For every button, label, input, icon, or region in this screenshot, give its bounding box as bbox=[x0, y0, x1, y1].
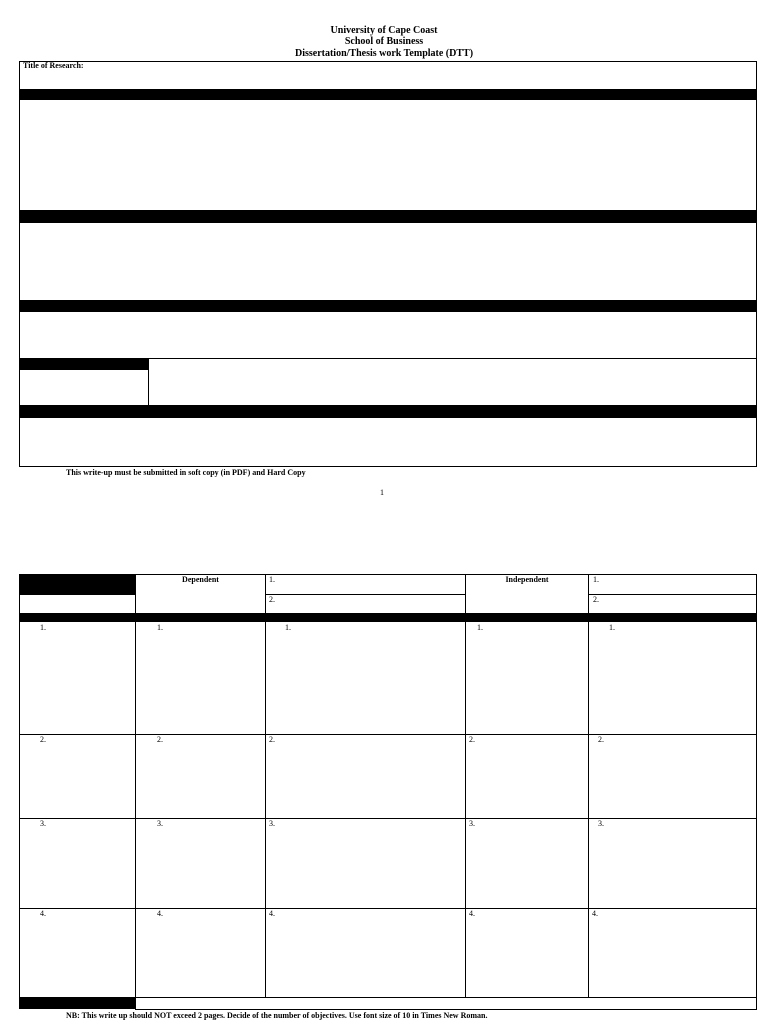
col1-item: 3. bbox=[40, 819, 46, 828]
submission-note: This write-up must be submitted in soft copy (in PDF) and Hard Copy bbox=[66, 468, 306, 477]
variables-header-bar bbox=[19, 574, 136, 594]
page2-table bbox=[19, 574, 757, 998]
section-bar-2 bbox=[19, 210, 757, 223]
col2-item: 4. bbox=[157, 909, 163, 918]
independent-item-2: 2. bbox=[593, 595, 599, 604]
col3-item: 1. bbox=[285, 623, 291, 632]
col5-item: 2. bbox=[598, 735, 604, 744]
bottom-row bbox=[135, 997, 757, 1010]
col5-item: 3. bbox=[598, 819, 604, 828]
table-header-bar bbox=[19, 613, 757, 622]
independent-item-1: 1. bbox=[593, 575, 599, 584]
col-divider-1 bbox=[135, 574, 136, 998]
section-bar-4-label bbox=[19, 358, 149, 370]
row-divider bbox=[19, 594, 136, 595]
col3-item: 4. bbox=[269, 909, 275, 918]
section-bar-1 bbox=[19, 89, 757, 100]
independent-label: Independent bbox=[505, 575, 549, 584]
col2-item: 1. bbox=[157, 623, 163, 632]
page-number: 1 bbox=[380, 488, 384, 497]
col4-item: 3. bbox=[469, 819, 475, 828]
title-of-research-label: Title of Research: bbox=[23, 61, 84, 70]
col5-item: 1. bbox=[609, 623, 615, 632]
independent-divider bbox=[589, 594, 757, 595]
col4-item: 1. bbox=[477, 623, 483, 632]
col2-item: 3. bbox=[157, 819, 163, 828]
col2-item: 2. bbox=[157, 735, 163, 744]
col5-item: 4. bbox=[592, 909, 598, 918]
col-divider-4 bbox=[588, 574, 589, 998]
row-divider-2 bbox=[19, 818, 757, 819]
col-divider-2 bbox=[265, 574, 266, 998]
col1-item: 2. bbox=[40, 735, 46, 744]
section-bar-3 bbox=[19, 300, 757, 312]
dependent-item-2: 2. bbox=[269, 595, 275, 604]
bottom-bar bbox=[19, 997, 136, 1009]
col-divider-3 bbox=[465, 574, 466, 998]
col3-item: 3. bbox=[269, 819, 275, 828]
col4-item: 4. bbox=[469, 909, 475, 918]
nb-note: NB: This write up should NOT exceed 2 pages. Decide of the number of objectives. Use font size of 10 in Times New Roman. bbox=[66, 1011, 488, 1020]
school-name: School of Business bbox=[344, 36, 424, 47]
section-bar-5 bbox=[19, 405, 757, 418]
section-4-divider bbox=[148, 358, 149, 406]
university-name: University of Cape Coast bbox=[330, 25, 438, 36]
row-divider-1 bbox=[19, 734, 757, 735]
template-title: Dissertation/Thesis work Template (DTT) bbox=[294, 48, 474, 59]
dependent-item-1: 1. bbox=[269, 575, 275, 584]
dependent-label: Dependent bbox=[182, 575, 219, 584]
col4-item: 2. bbox=[469, 735, 475, 744]
row-divider-3 bbox=[19, 908, 757, 909]
col1-item: 1. bbox=[40, 623, 46, 632]
col1-item: 4. bbox=[40, 909, 46, 918]
col3-item: 2. bbox=[269, 735, 275, 744]
dependent-divider bbox=[265, 594, 465, 595]
